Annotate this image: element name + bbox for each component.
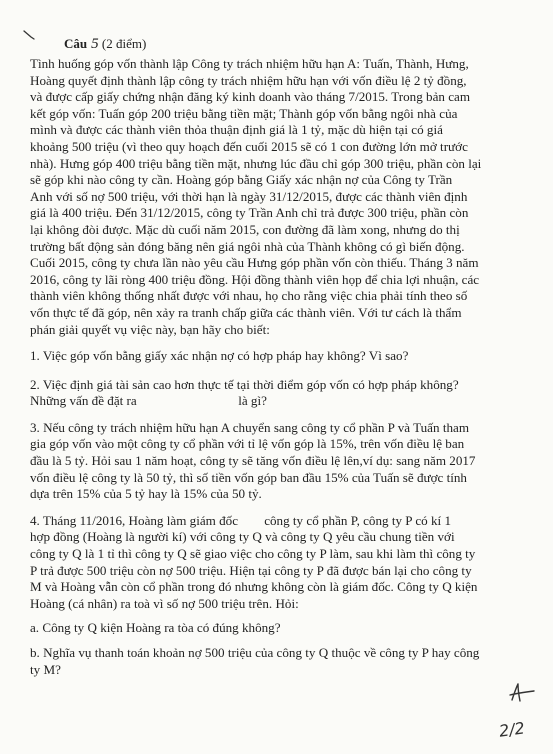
question-points: (2 điểm)	[101, 36, 147, 51]
text-line: gia góp vốn vào một công ty cổ phần với tỉ lệ vốn góp là 15%, trên vốn điều lệ ban	[30, 436, 465, 452]
text-line: Tình huống góp vốn thành lập Công ty trách nhiệm hữu hạn A: Tuấn, Thành, Hưng,	[30, 56, 469, 71]
text-line: nhà). Hưng góp 400 triệu bằng tiền mặt, nhưng lúc đầu chỉ góp 300 triệu, phần còn lại	[30, 155, 482, 171]
text-line: Hoàng (cá nhân) ra toà vì số nợ 500 triệu trên. Hỏi:	[30, 595, 299, 611]
text-line: ty M?	[30, 661, 61, 677]
text-line: hợp đồng (Hoàng là người kí) với công ty Q và công ty Q yêu cầu chung tiền với	[30, 529, 455, 545]
text-line: kết góp vốn: Tuấn góp 200 triệu bằng tiền mặt; Thành góp vốn bằng ngôi nhà của	[30, 105, 458, 121]
text-line: khoảng 500 triệu (vì theo quy hoạch đến cuối 2015 sẽ có 1 con đường lớn mở trước	[30, 138, 468, 154]
sub-question-4	[30, 513, 530, 613]
text-line: mình và được các thành viên thỏa thuận định giá là 1 tỷ, mặc dù hiện tại có giá	[30, 122, 443, 138]
text-line: b. Nghĩa vụ thanh toán khoản nợ 500 triệu của công ty Q thuộc về công ty P hay công	[30, 645, 480, 660]
sub-question-4a	[30, 620, 530, 637]
sub-question-1	[30, 348, 530, 365]
text-line: Anh với số nợ 500 triệu, với thời hạn là ngày 31/12/2015, được các thành viên định	[30, 188, 468, 204]
text-line: Những vấn đề đặt ra là gì?	[30, 393, 267, 409]
text-line: Cuối 2015, công ty chưa lần nào yêu cầu Hưng góp phần vốn còn thiếu. Tháng 3 năm	[30, 255, 479, 271]
text-line: Hoàng quyết định thành lập công ty trách nhiệm hữu hạn với vốn điều lệ 2 tỷ đồng,	[30, 72, 467, 88]
text-line: sẽ góp khi nào công ty cần. Hoàng góp bằng Giấy xác nhận nợ của Công ty Trần	[30, 172, 453, 188]
text-line: 2016, công ty lãi ròng 400 triệu đồng. Hội đồng thành viên họp để chia lợi nhuận, các	[30, 271, 480, 287]
sub-question-4b	[30, 645, 530, 678]
text-line: giá là 400 triệu. Đến 31/12/2015, công ty Trần Anh chỉ trả được 300 triệu, phần còn	[30, 205, 469, 221]
text-line: P trả được 500 triệu còn nợ 500 triệu. Hiện tại công ty P đã được bán lại cho công ty	[30, 562, 472, 578]
text-line: vốn thực tế đã góp, nên xảy ra tranh chấp giữa các thành viên. Với tư cách là thẩm	[30, 304, 462, 320]
question-title	[64, 36, 146, 52]
text-line: trường bất động sản đóng băng nên giá ngôi nhà của Thành không có gì biến động.	[30, 238, 465, 254]
pen-tick-mark	[22, 28, 48, 42]
text-line: và được cấp giấy chứng nhận đăng ký kinh doanh vào tháng 7/2015. Trong bản cam	[30, 89, 471, 105]
question-label: Câu	[64, 36, 88, 51]
question-number: 5	[91, 36, 99, 52]
text-line: đầu là 5 tỷ. Hỏi sau 1 năm hoạt, công ty sẽ tăng vốn điều lệ lên,ví dụ: sang năm 2017	[30, 453, 476, 469]
sub-question-2	[30, 377, 530, 410]
text-line: công ty Q là 1 tỉ thì công ty Q sẽ giao việc cho công ty P làm, sau khi làm thì công ty	[30, 546, 476, 562]
text-line: lại không đòi được. Mặc dù cuối năm 2015, con đường đã làm xong, nhưng do thị	[30, 221, 460, 237]
text-line: dựa trên 15% của 5 tỷ hay là 15% của 50 tỷ.	[30, 486, 262, 502]
text-line: 2. Việc định giá tài sản cao hơn thực tế tại thời điểm góp vốn có hợp pháp không?	[30, 376, 459, 392]
case-description	[30, 56, 530, 338]
text-line: thành viên không thống nhất được với nhau, họ cho rằng việc chia phải tính theo số	[30, 288, 468, 304]
text-line: 4. Tháng 11/2016, Hoàng làm giám đốc công ty cổ phần P, công ty P có kí 1	[30, 512, 452, 528]
page-number: 2/2	[497, 718, 526, 741]
text-line: 3. Nếu công ty trách nhiệm hữu hạn A chuyển sang công ty cổ phần P và Tuấn tham	[30, 419, 469, 435]
sub-question-3	[30, 420, 530, 503]
text-line: vốn điều lệ công ty là 50 tỷ, thì số tiền vốn góp ban đầu 15% của Tuấn sẽ được tính	[30, 469, 467, 485]
signature-mark	[506, 680, 536, 704]
text-line: 1. Việc góp vốn bằng giấy xác nhận nợ có hợp pháp hay không? Vì sao?	[30, 348, 409, 364]
question-body	[30, 56, 530, 678]
text-line: a. Công ty Q kiện Hoàng ra tòa có đúng không?	[30, 620, 281, 636]
text-line: M và Hoàng vẫn còn cổ phần trong đó nhưng không còn là giám đốc. Công ty Q kiện	[30, 579, 478, 595]
text-line: phán giải quyết vụ việc này, bạn hãy cho biết:	[30, 321, 270, 337]
